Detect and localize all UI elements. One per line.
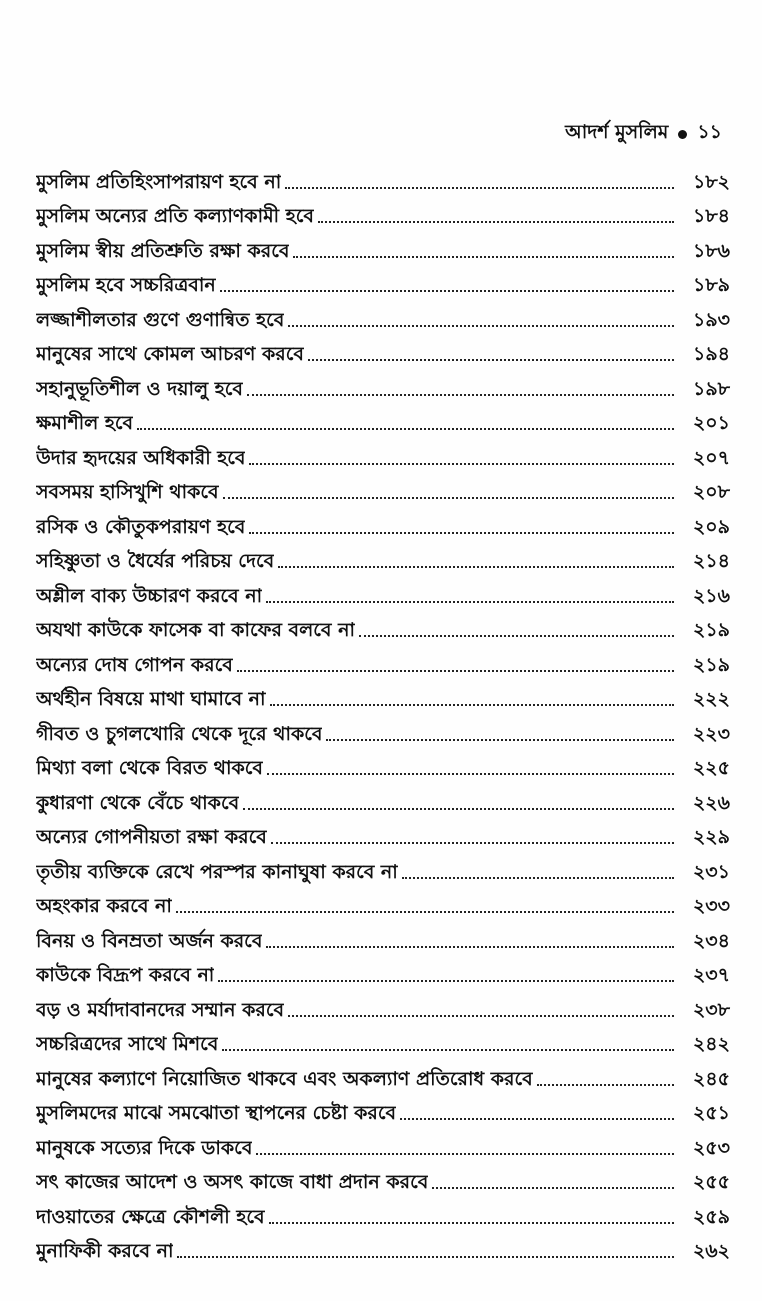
toc-entry-title: অযথা কাউকে ফাসেক বা কাফের বলবে না — [36, 619, 355, 641]
toc-entry-page: ২২৩ — [692, 722, 730, 745]
toc-entry-page: ২২৫ — [692, 757, 730, 779]
dot-leader — [278, 566, 674, 568]
dot-leader — [537, 1084, 674, 1086]
toc-entry-page: ১৮৪ — [693, 205, 730, 227]
toc-entry — [36, 1024, 730, 1059]
toc-entry — [36, 299, 730, 334]
dot-leader — [318, 221, 674, 223]
dot-leader — [269, 1222, 674, 1224]
dot-leader — [177, 1256, 674, 1258]
toc-entry-title: গীবত ও চুগলখোরি থেকে দূরে থাকবে — [36, 722, 323, 745]
dot-leader — [271, 842, 674, 844]
dot-leader — [243, 808, 674, 810]
toc-entry — [36, 1127, 730, 1162]
dot-leader — [137, 428, 674, 430]
toc-entry — [36, 1058, 730, 1093]
running-header — [565, 118, 722, 150]
toc-entry-title: মুসলিম অন্যের প্রতি কল্যাণকামী হবে — [36, 205, 314, 227]
dot-leader — [267, 773, 674, 775]
dot-leader — [270, 704, 674, 706]
toc-entry-title: ক্ষমাশীল হবে — [36, 412, 134, 434]
toc-entry — [36, 1231, 730, 1266]
table-of-contents — [36, 161, 730, 1265]
toc-entry — [36, 886, 730, 921]
toc-entry — [36, 161, 730, 196]
toc-entry-page: ২১৯ — [692, 653, 730, 676]
toc-entry-page: ২৫৫ — [692, 1171, 730, 1193]
toc-entry — [36, 1196, 730, 1231]
toc-entry — [36, 575, 730, 610]
toc-entry-page: ২১৯ — [692, 619, 730, 641]
dot-leader — [266, 946, 674, 948]
page-number: ১১ — [697, 121, 722, 143]
dot-leader — [218, 980, 674, 982]
toc-entry-title: উদার হৃদয়ের অধিকারী হবে — [36, 446, 246, 469]
dot-leader — [359, 635, 674, 637]
toc-entry-title: লজ্জাশীলতার গুণে গুণান্বিত হবে — [36, 308, 285, 331]
toc-entry-page: ২২২ — [692, 688, 730, 710]
toc-entry-title: মুসলিমদের মাঝে সমঝোতা স্থাপনের চেষ্টা করবে — [36, 1102, 397, 1124]
toc-entry-page: ১৮৬ — [692, 239, 730, 262]
toc-entry — [36, 368, 730, 403]
toc-entry — [36, 713, 730, 748]
dot-leader — [288, 1015, 674, 1017]
dot-leader — [308, 359, 674, 361]
dot-leader — [432, 1187, 674, 1189]
toc-entry-title: রসিক ও কৌতুকপরায়ণ হবে — [36, 515, 246, 538]
dot-leader — [285, 187, 674, 189]
toc-entry-page: ১৯৮ — [693, 377, 730, 400]
toc-entry-title: কুধারণা থেকে বেঁচে থাকবে — [36, 791, 240, 814]
toc-entry — [36, 748, 730, 783]
toc-entry-title: সহিষ্ণুতা ও ধৈর্যের পরিচয় দেবে — [36, 550, 275, 572]
toc-entry-page: ২০৮ — [692, 481, 730, 503]
toc-entry-title: সবসময় হাসিখুশি থাকবে — [36, 481, 219, 503]
dot-leader — [400, 1118, 674, 1120]
toc-entry-page: ২৩৮ — [692, 998, 730, 1021]
toc-entry-page: ১৯৪ — [693, 343, 730, 365]
toc-entry-title: অন্যের দোষ গোপন করবে — [36, 653, 233, 676]
toc-entry — [36, 679, 730, 714]
toc-entry — [36, 472, 730, 507]
toc-entry — [36, 955, 730, 990]
toc-entry — [36, 403, 730, 438]
toc-entry — [36, 989, 730, 1024]
toc-entry-page: ২৫৩ — [692, 1136, 730, 1159]
dot-leader — [237, 670, 674, 672]
toc-entry-title: মুসলিম স্বীয় প্রতিশ্রুতি রক্ষা করবে — [36, 239, 290, 262]
toc-entry-page: ২৬২ — [692, 1240, 730, 1262]
dot-leader — [249, 463, 674, 465]
toc-entry-title: মানুষের সাথে কোমল আচরণ করবে — [36, 343, 304, 365]
dot-leader — [402, 877, 674, 879]
toc-entry-page: ২০১ — [692, 412, 730, 434]
dot-leader — [247, 394, 674, 396]
toc-entry-page: ২০৯ — [692, 515, 730, 538]
toc-entry-title: অশ্লীল বাক্য উচ্চারণ করবে না — [36, 584, 263, 607]
toc-entry-page: ২৩১ — [692, 860, 730, 883]
toc-entry — [36, 541, 730, 576]
toc-entry-title: অর্থহীন বিষয়ে মাথা ঘামাবে না — [36, 688, 266, 710]
toc-entry-page: ২২৬ — [692, 791, 730, 814]
dot-leader — [223, 497, 674, 499]
toc-entry — [36, 817, 730, 852]
toc-entry-page: ২২৯ — [692, 826, 730, 848]
dot-leader — [326, 739, 674, 741]
toc-entry-title: বিনয় ও বিনম্রতা অর্জন করবে — [36, 929, 263, 952]
toc-entry-page: ২৫১ — [692, 1102, 730, 1124]
dot-leader — [266, 601, 674, 603]
toc-entry-title: তৃতীয় ব্যক্তিকে রেখে পরস্পর কানাঘুষা করবে না — [36, 860, 398, 883]
toc-entry-title: অহংকার করবে না — [36, 895, 172, 917]
toc-entry-page: ২৩৭ — [692, 964, 730, 986]
bullet-icon — [678, 130, 687, 139]
toc-entry-page: ২১৪ — [692, 550, 730, 572]
dot-leader — [249, 532, 674, 534]
dot-leader — [288, 325, 674, 327]
toc-entry — [36, 644, 730, 679]
toc-entry-title: অন্যের গোপনীয়তা রক্ষা করবে — [36, 826, 267, 848]
dot-leader — [256, 1153, 674, 1155]
toc-entry-title: মানুষকে সত্যের দিকে ডাকবে — [36, 1136, 253, 1159]
toc-entry-title: সহানুভূতিশীল ও দয়ালু হবে — [36, 377, 243, 400]
toc-entry-title: মুসলিম প্রতিহিংসাপরায়ণ হবে না — [36, 170, 282, 193]
toc-entry-title: দাওয়াতের ক্ষেত্রে কৌশলী হবে — [36, 1205, 265, 1228]
toc-entry-page: ২৪৫ — [692, 1067, 730, 1090]
dot-leader — [222, 1049, 674, 1051]
dot-leader — [220, 290, 674, 292]
toc-entry-page: ২৫৯ — [692, 1205, 730, 1228]
toc-entry-title: বড় ও মর্যাদাবানদের সম্মান করবে — [36, 998, 285, 1021]
toc-entry — [36, 334, 730, 369]
toc-entry-title: সচ্চরিত্রদের সাথে মিশবে — [36, 1033, 219, 1055]
toc-entry — [36, 920, 730, 955]
toc-entry-title: মানুষের কল্যাণে নিয়োজিত থাকবে এবং অকল্যাণ প্রতিরোধ করবে — [36, 1067, 533, 1090]
toc-entry — [36, 782, 730, 817]
toc-entry-page: ২৩৩ — [692, 895, 730, 917]
toc-entry-title: মুনাফিকী করবে না — [36, 1240, 174, 1262]
toc-entry-page: ২০৭ — [692, 446, 730, 469]
toc-entry-page: ১৯৩ — [692, 308, 730, 331]
toc-entry — [36, 230, 730, 265]
toc-entry-page: ২১৬ — [692, 584, 730, 607]
toc-entry-title: মিথ্যা বলা থেকে বিরত থাকবে — [36, 757, 263, 779]
toc-entry — [36, 851, 730, 886]
toc-entry-title: মুসলিম হবে সচ্চরিত্রবান — [36, 274, 216, 296]
toc-entry — [36, 196, 730, 231]
toc-entry — [36, 1093, 730, 1128]
toc-entry — [36, 506, 730, 541]
toc-entry-page: ১৮২ — [692, 170, 730, 193]
toc-entry-title: কাউকে বিদ্রূপ করবে না — [36, 964, 215, 986]
toc-entry — [36, 437, 730, 472]
toc-entry-page: ১৮৯ — [693, 274, 730, 296]
toc-entry — [36, 1162, 730, 1197]
dot-leader — [176, 911, 674, 913]
toc-entry — [36, 610, 730, 645]
toc-entry-page: ২৩৪ — [692, 929, 730, 952]
toc-entry — [36, 265, 730, 300]
dot-leader — [293, 256, 674, 258]
toc-entry-page: ২৪২ — [692, 1033, 730, 1055]
book-title: আদর্শ মুসলিম — [565, 121, 669, 143]
toc-entry-title: সৎ কাজের আদেশ ও অসৎ কাজে বাধা প্রদান করবে — [36, 1171, 429, 1193]
